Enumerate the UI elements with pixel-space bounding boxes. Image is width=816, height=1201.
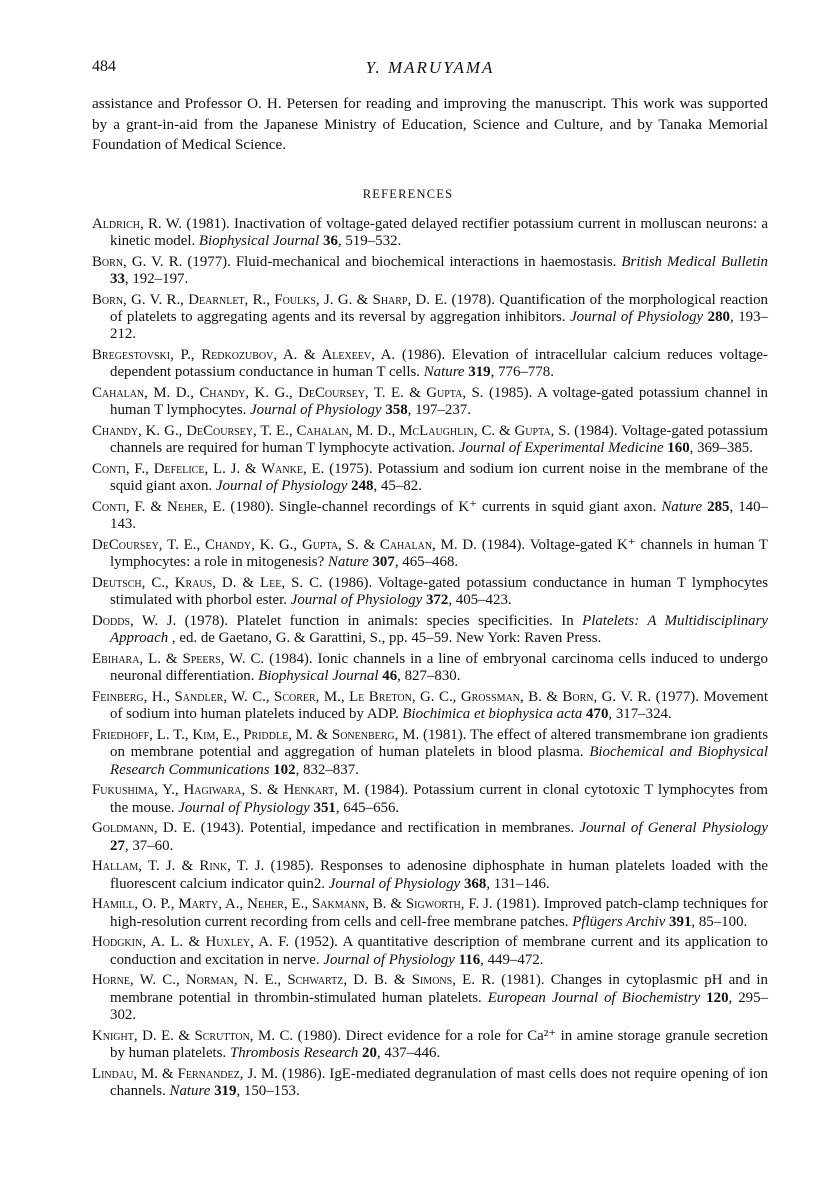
reference-authors: Ebihara, L. & Speers, W. C.: [92, 651, 265, 668]
reference-entry: [92, 423, 768, 457]
reference-volume: 358: [385, 402, 408, 419]
reference-pages: , 437–446.: [376, 1044, 441, 1061]
reference-authors: Born, G. V. R., Dearnlet, R., Foulks, J. G. & Sharp, D. E.: [92, 292, 448, 308]
reference-journal: Biochemical and Biophysical Research Communications: [110, 744, 768, 778]
reference-entry: [92, 820, 768, 854]
reference-volume: 351: [313, 799, 336, 816]
reference-entry: [92, 651, 768, 685]
reference-title: (1985). A voltage-gated potassium channel in human T lymphocytes.: [110, 385, 768, 419]
reference-journal: Biochimica et biophysica acta: [402, 706, 583, 723]
reference-journal: Journal of Physiology: [570, 309, 704, 326]
reference-authors: Feinberg, H., Sandler, W. C., Scorer, M., Le Breton, G. C., Grossman, B. & Born, G. V. R.: [92, 689, 652, 706]
reference-entry: [92, 385, 768, 419]
reference-journal: Nature: [169, 1082, 211, 1099]
reference-journal: Pflügers Archiv: [572, 913, 666, 930]
reference-volume: 319: [214, 1082, 237, 1099]
reference-journal: Journal of Experimental Medicine: [458, 440, 664, 457]
reference-pages: , 465–468.: [394, 554, 459, 571]
reference-authors: Born, G. V. R.: [92, 254, 183, 270]
reference-pages: , 519–532.: [337, 233, 402, 250]
reference-volume: 120: [706, 989, 729, 1006]
reference-pages: , 369–385.: [689, 440, 753, 457]
reference-entry: [92, 934, 768, 968]
reference-authors: Horne, W. C., Norman, N. E., Schwartz, D. B. & Simons, E. R.: [92, 972, 495, 989]
reference-volume: 319: [468, 364, 491, 381]
reference-pages: , 140–143.: [110, 499, 768, 533]
reference-pages: , 645–656.: [335, 799, 400, 816]
reference-journal: Nature: [327, 554, 369, 571]
reference-entry: [92, 858, 768, 892]
reference-title: (1986). Elevation of intracellular calcium reduces voltage-dependent potassium conductance in human T cells.: [110, 347, 768, 381]
reference-journal: European Journal of Biochemistry: [487, 989, 701, 1006]
reference-journal: British Medical Bulletin: [621, 254, 769, 270]
reference-volume: 280: [707, 309, 730, 326]
reference-title: (1978). Platelet function in animals: species specificities. In: [176, 613, 583, 630]
reference-volume: 33: [110, 271, 125, 288]
reference-journal: Journal of Physiology: [290, 592, 423, 609]
reference-journal: Journal of Physiology: [215, 478, 348, 495]
reference-title: (1943). Potential, impedance and rectification in membranes.: [195, 820, 580, 837]
reference-entry: [92, 575, 768, 609]
reference-authors: Fukushima, Y., Hagiwara, S. & Henkart, M.: [92, 782, 360, 799]
reference-authors: Lindau, M. & Fernandez, J. M.: [92, 1065, 278, 1082]
reference-authors: Hodgkin, A. L. & Huxley, A. F.: [92, 934, 290, 951]
reference-pages: , 317–324.: [608, 706, 672, 723]
reference-volume: 391: [669, 913, 692, 930]
reference-title: (1981). Inactivation of voltage-gated delayed rectifier potassium current in molluscan neurons: a kinetic model.: [110, 216, 768, 250]
reference-title: (1977). Fluid-mechanical and biochemical interactions in haemostasis.: [182, 254, 622, 270]
reference-title: (1952). A quantitative description of membrane current and its application to conduction and excitation in nerve.: [110, 934, 768, 968]
reference-journal: Nature: [661, 499, 703, 516]
reference-title: (1986). IgE-mediated degranulation of mast cells does not require opening of ion channels.: [110, 1065, 768, 1099]
reference-journal: Journal of Physiology: [328, 875, 461, 892]
reference-pages: , 776–778.: [490, 364, 554, 381]
reference-volume: 20: [362, 1044, 377, 1061]
reference-volume: 160: [667, 440, 690, 457]
reference-journal: Platelets: A Multidisciplinary Approach: [110, 613, 769, 647]
reference-volume: 307: [372, 554, 395, 571]
reference-volume: 36: [323, 233, 338, 250]
reference-pages: , 832–837.: [295, 761, 359, 778]
reference-authors: Hallam, T. J. & Rink, T. J.: [92, 858, 265, 875]
reference-entry: [92, 689, 768, 723]
reference-journal: Biophysical Journal: [198, 233, 320, 250]
reference-volume: 372: [425, 592, 449, 609]
reference-journal: Nature: [423, 364, 465, 381]
reference-authors: Deutsch, C., Kraus, D. & Lee, S. C.: [92, 575, 323, 592]
reference-entry: [92, 1028, 768, 1062]
reference-journal: Journal of Physiology: [250, 402, 382, 419]
reference-title: (1986). Voltage-gated potassium conductance in human T lymphocytes stimulated with phorbol ester.: [110, 575, 768, 609]
reference-list: [92, 216, 768, 1104]
reference-pages: , 193–212.: [110, 309, 768, 343]
reference-authors: Knight, D. E. & Scrutton, M. C.: [92, 1027, 294, 1044]
reference-title: (1985). Responses to adenosine diphosphate in human platelets loaded with the fluorescent calcium indicator quin2.: [110, 858, 769, 892]
reference-pages: , 131–146.: [486, 875, 550, 892]
reference-title: (1981). Improved patch-clamp techniques for high-resolution current recording from cells and cell-free membrane patches.: [110, 896, 768, 930]
reference-pages: , 405–423.: [448, 592, 512, 609]
reference-title: (1975). Potassium and sodium ion current noise in the membrane of the squid giant axon.: [110, 461, 768, 495]
reference-title: (1978). Quantification of the morphological reaction of platelets to aggregating agents and its reversal by aggregation inhibitors.: [110, 292, 768, 326]
reference-entry: [92, 613, 768, 647]
reference-title: (1984). Potassium current in clonal cytotoxic T lymphocytes from the mouse.: [110, 782, 768, 816]
reference-authors: Conti, F., Defelice, L. J. & Wanke, E.: [92, 461, 325, 478]
reference-volume: 285: [707, 499, 730, 516]
reference-journal: Journal of Physiology: [178, 799, 310, 816]
reference-title: (1977). Movement of sodium into human platelets induced by ADP.: [110, 689, 768, 723]
reference-entry: [92, 972, 768, 1024]
reference-volume: 248: [351, 478, 374, 495]
reference-title: (1984). Ionic channels in a line of embryonal carcinoma cells induced to undergo neuronal differentiation.: [110, 651, 768, 685]
running-head: [92, 58, 768, 84]
reference-title: (1980). Single-channel recordings of K⁺ currents in squid giant axon.: [225, 499, 662, 516]
reference-journal: Biophysical Journal: [258, 668, 379, 685]
reference-title: (1984). Voltage-gated K⁺ channels in human T lymphocytes: a role in mitogenesis?: [110, 537, 768, 571]
reference-authors: Chandy, K. G., DeCoursey, T. E., Cahalan, M. D., McLaughlin, C. & Gupta, S.: [92, 423, 571, 440]
reference-entry: [92, 896, 768, 930]
references-heading: REFERENCES: [362, 187, 454, 201]
page-number: 484: [92, 58, 116, 75]
reference-entry: [92, 727, 768, 779]
reference-volume: 368: [464, 875, 487, 892]
reference-pages: , 45–82.: [373, 478, 422, 495]
reference-authors: Cahalan, M. D., Chandy, K. G., DeCoursey, T. E. & Gupta, S.: [92, 385, 484, 402]
reference-entry: [92, 254, 768, 288]
reference-title: (1984). Voltage-gated potassium channels are required for human T lymphocyte activation.: [110, 423, 768, 457]
reference-entry: [92, 499, 768, 533]
reference-authors: Conti, F. & Neher, E.: [92, 499, 226, 516]
acknowledgement-paragraph: assistance and Professor O. H. Petersen for reading and improving the manuscript. This work was supported by a grant-in-aid from the Japanese Ministry of Education, Science and Culture, and by Tanaka Memorial Foundation of Medical Science.: [92, 95, 768, 153]
reference-authors: Hamill, O. P., Marty, A., Neher, E., Sakmann, B. & Sigworth, F. J.: [92, 896, 493, 913]
reference-pages: , 197–237.: [407, 402, 471, 419]
reference-volume: 102: [273, 761, 296, 778]
reference-entry: [92, 461, 768, 495]
reference-authors: DeCoursey, T. E., Chandy, K. G., Gupta, S. & Cahalan, M. D.: [92, 537, 477, 554]
reference-title: (1980). Direct evidence for a role for Ca²⁺ in amine storage granule secretion by human platelets.: [110, 1027, 768, 1061]
reference-entry: [92, 782, 768, 816]
reference-entry: [92, 216, 768, 250]
reference-pages: , ed. de Gaetano, G. & Garattini, S., pp. 45–59. New York: Raven Press.: [171, 630, 602, 647]
reference-volume: 27: [110, 837, 125, 854]
reference-pages: , 37–60.: [124, 837, 174, 854]
reference-pages: , 192–197.: [124, 271, 189, 288]
reference-entry: [92, 292, 768, 344]
reference-authors: Bregestovski, P., Redkozubov, A. & Alexeev, A.: [92, 347, 396, 364]
reference-pages: , 449–472.: [480, 951, 544, 968]
reference-pages: , 295–302.: [110, 989, 768, 1023]
reference-journal: Journal of Physiology: [323, 951, 455, 968]
reference-volume: 470: [586, 706, 609, 723]
reference-authors: Friedhoff, L. T., Kim, E., Priddle, M. & Sonenberg, M.: [92, 727, 420, 744]
reference-volume: 116: [458, 951, 481, 968]
reference-authors: Aldrich, R. W.: [92, 216, 183, 232]
reference-journal: Journal of General Physiology: [579, 820, 768, 837]
reference-authors: Goldmann, D. E.: [92, 820, 196, 837]
reference-authors: Dodds, W. J.: [92, 613, 177, 630]
reference-pages: , 827–830.: [397, 668, 461, 685]
reference-pages: , 150–153.: [236, 1082, 300, 1099]
reference-pages: , 85–100.: [691, 913, 748, 930]
reference-journal: Thrombosis Research: [229, 1044, 359, 1061]
reference-volume: 46: [382, 668, 398, 685]
running-title: Y. MARUYAMA: [365, 58, 495, 77]
reference-title: (1981). Changes in cytoplasmic pH and in membrane potential in thrombin-stimulated human platelets.: [110, 972, 768, 1006]
reference-entry: [92, 537, 768, 571]
reference-entry: [92, 1066, 768, 1100]
reference-title: (1981). The effect of altered transmembrane ion gradients on membrane potential and aggregation of human platelets in blood plasma.: [110, 727, 768, 761]
reference-entry: [92, 347, 768, 381]
